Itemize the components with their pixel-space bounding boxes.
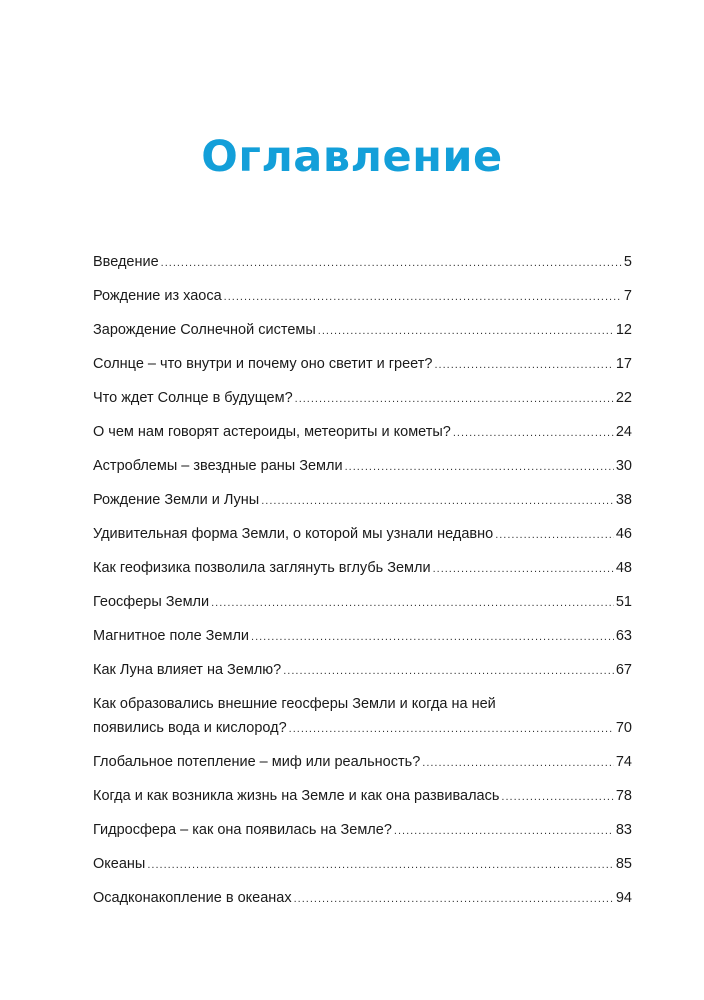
toc-item-title: Океаны (93, 856, 146, 872)
toc-item-page: 48 (615, 560, 632, 576)
toc-item-page: 30 (615, 458, 632, 474)
dot-leader (453, 420, 614, 445)
toc-item-title-line1: Как образовались внешние геосферы Земли и когда на ней (93, 696, 496, 712)
toc-item-title: Солнце – что внутри и почему оно светит и греет? (93, 356, 433, 372)
dot-leader (289, 716, 614, 741)
toc-item-title: Как геофизика позволила заглянуть вглубь Земли (93, 560, 431, 576)
toc-item-page: 24 (615, 424, 632, 440)
toc-item-title: Зарождение Солнечной системы (93, 322, 316, 338)
page-title: Оглавление (201, 131, 503, 182)
toc-item-page: 12 (615, 322, 632, 338)
toc-item-title: появились вода и кислород? (93, 720, 287, 736)
toc-item-title: Рождение из хаоса (93, 288, 222, 304)
toc-item-sun-inside[interactable] (93, 352, 632, 386)
dot-leader (224, 284, 622, 309)
toc-item-page: 17 (615, 356, 632, 372)
dot-leader (345, 454, 614, 479)
toc-item-title: Когда и как возникла жизнь на Земле и как она развивалась (93, 788, 500, 804)
toc-item-page: 94 (615, 890, 632, 906)
dot-leader (433, 556, 614, 581)
dot-leader (394, 818, 614, 843)
toc-item-earth-shape[interactable] (93, 522, 632, 556)
toc-item-title: Что ждет Солнце в будущем? (93, 390, 293, 406)
toc-item-life-origin[interactable] (93, 784, 632, 818)
toc-item-title: Геосферы Земли (93, 594, 210, 610)
dot-leader (434, 352, 613, 377)
toc-item-birth-from-chaos[interactable] (93, 284, 632, 318)
toc-item-title: Осадконакопление в океанах (93, 890, 292, 906)
toc-item-page: 5 (623, 254, 632, 270)
toc-item-geophysics[interactable] (93, 556, 632, 590)
dot-leader (147, 852, 614, 877)
toc-item-moon-influence[interactable] (93, 658, 632, 692)
toc-item-sun-future[interactable] (93, 386, 632, 420)
dot-leader (495, 522, 614, 547)
toc-item-page: 78 (615, 788, 632, 804)
toc-item-title: Как Луна влияет на Землю? (93, 662, 282, 678)
toc-item-page: 22 (615, 390, 632, 406)
toc-item-title: Рождение Земли и Луны (93, 492, 260, 508)
toc-item-title: Удивительная форма Земли, о которой мы узнали недавно (93, 526, 494, 542)
toc-item-title: О чем нам говорят астероиды, метеориты и кометы? (93, 424, 451, 440)
toc-item-page: 74 (615, 754, 632, 770)
toc-item-solar-system-origin[interactable] (93, 318, 632, 352)
toc-item-title: Магнитное поле Земли (93, 628, 250, 644)
toc-item-asteroids[interactable] (93, 420, 632, 454)
toc-item-earth-moon-birth[interactable] (93, 488, 632, 522)
toc-item-hydrosphere[interactable] (93, 818, 632, 852)
table-of-contents (93, 250, 632, 920)
toc-item-global-warming[interactable] (93, 750, 632, 784)
toc-item-astroblemes[interactable] (93, 454, 632, 488)
toc-item-title: Астроблемы – звездные раны Земли (93, 458, 343, 474)
dot-leader (422, 750, 614, 775)
dot-leader (251, 624, 614, 649)
dot-leader (318, 318, 614, 343)
dot-leader (211, 590, 614, 615)
toc-item-sedimentation[interactable] (93, 886, 632, 920)
toc-item-oceans[interactable] (93, 852, 632, 886)
toc-item-page: 7 (623, 288, 632, 304)
dot-leader (261, 488, 614, 513)
toc-item-title: Глобальное потепление – миф или реальность? (93, 754, 421, 770)
toc-item-page: 83 (615, 822, 632, 838)
dot-leader (283, 658, 614, 683)
toc-item-page: 51 (615, 594, 632, 610)
toc-item-page: 70 (615, 720, 632, 736)
dot-leader (161, 250, 622, 275)
toc-item-page: 46 (615, 526, 632, 542)
toc-item-title: Введение (93, 254, 159, 270)
toc-item-outer-geospheres[interactable] (93, 692, 632, 750)
toc-item-page: 38 (615, 492, 632, 508)
toc-item-title: Гидросфера – как она появилась на Земле? (93, 822, 392, 838)
dot-leader (294, 886, 614, 911)
dot-leader (501, 784, 613, 809)
toc-item-page: 63 (615, 628, 632, 644)
toc-item-magnetic-field[interactable] (93, 624, 632, 658)
toc-item-introduction[interactable] (93, 250, 632, 284)
toc-item-geospheres[interactable] (93, 590, 632, 624)
dot-leader (295, 386, 614, 411)
toc-item-page: 67 (615, 662, 632, 678)
toc-item-page: 85 (615, 856, 632, 872)
